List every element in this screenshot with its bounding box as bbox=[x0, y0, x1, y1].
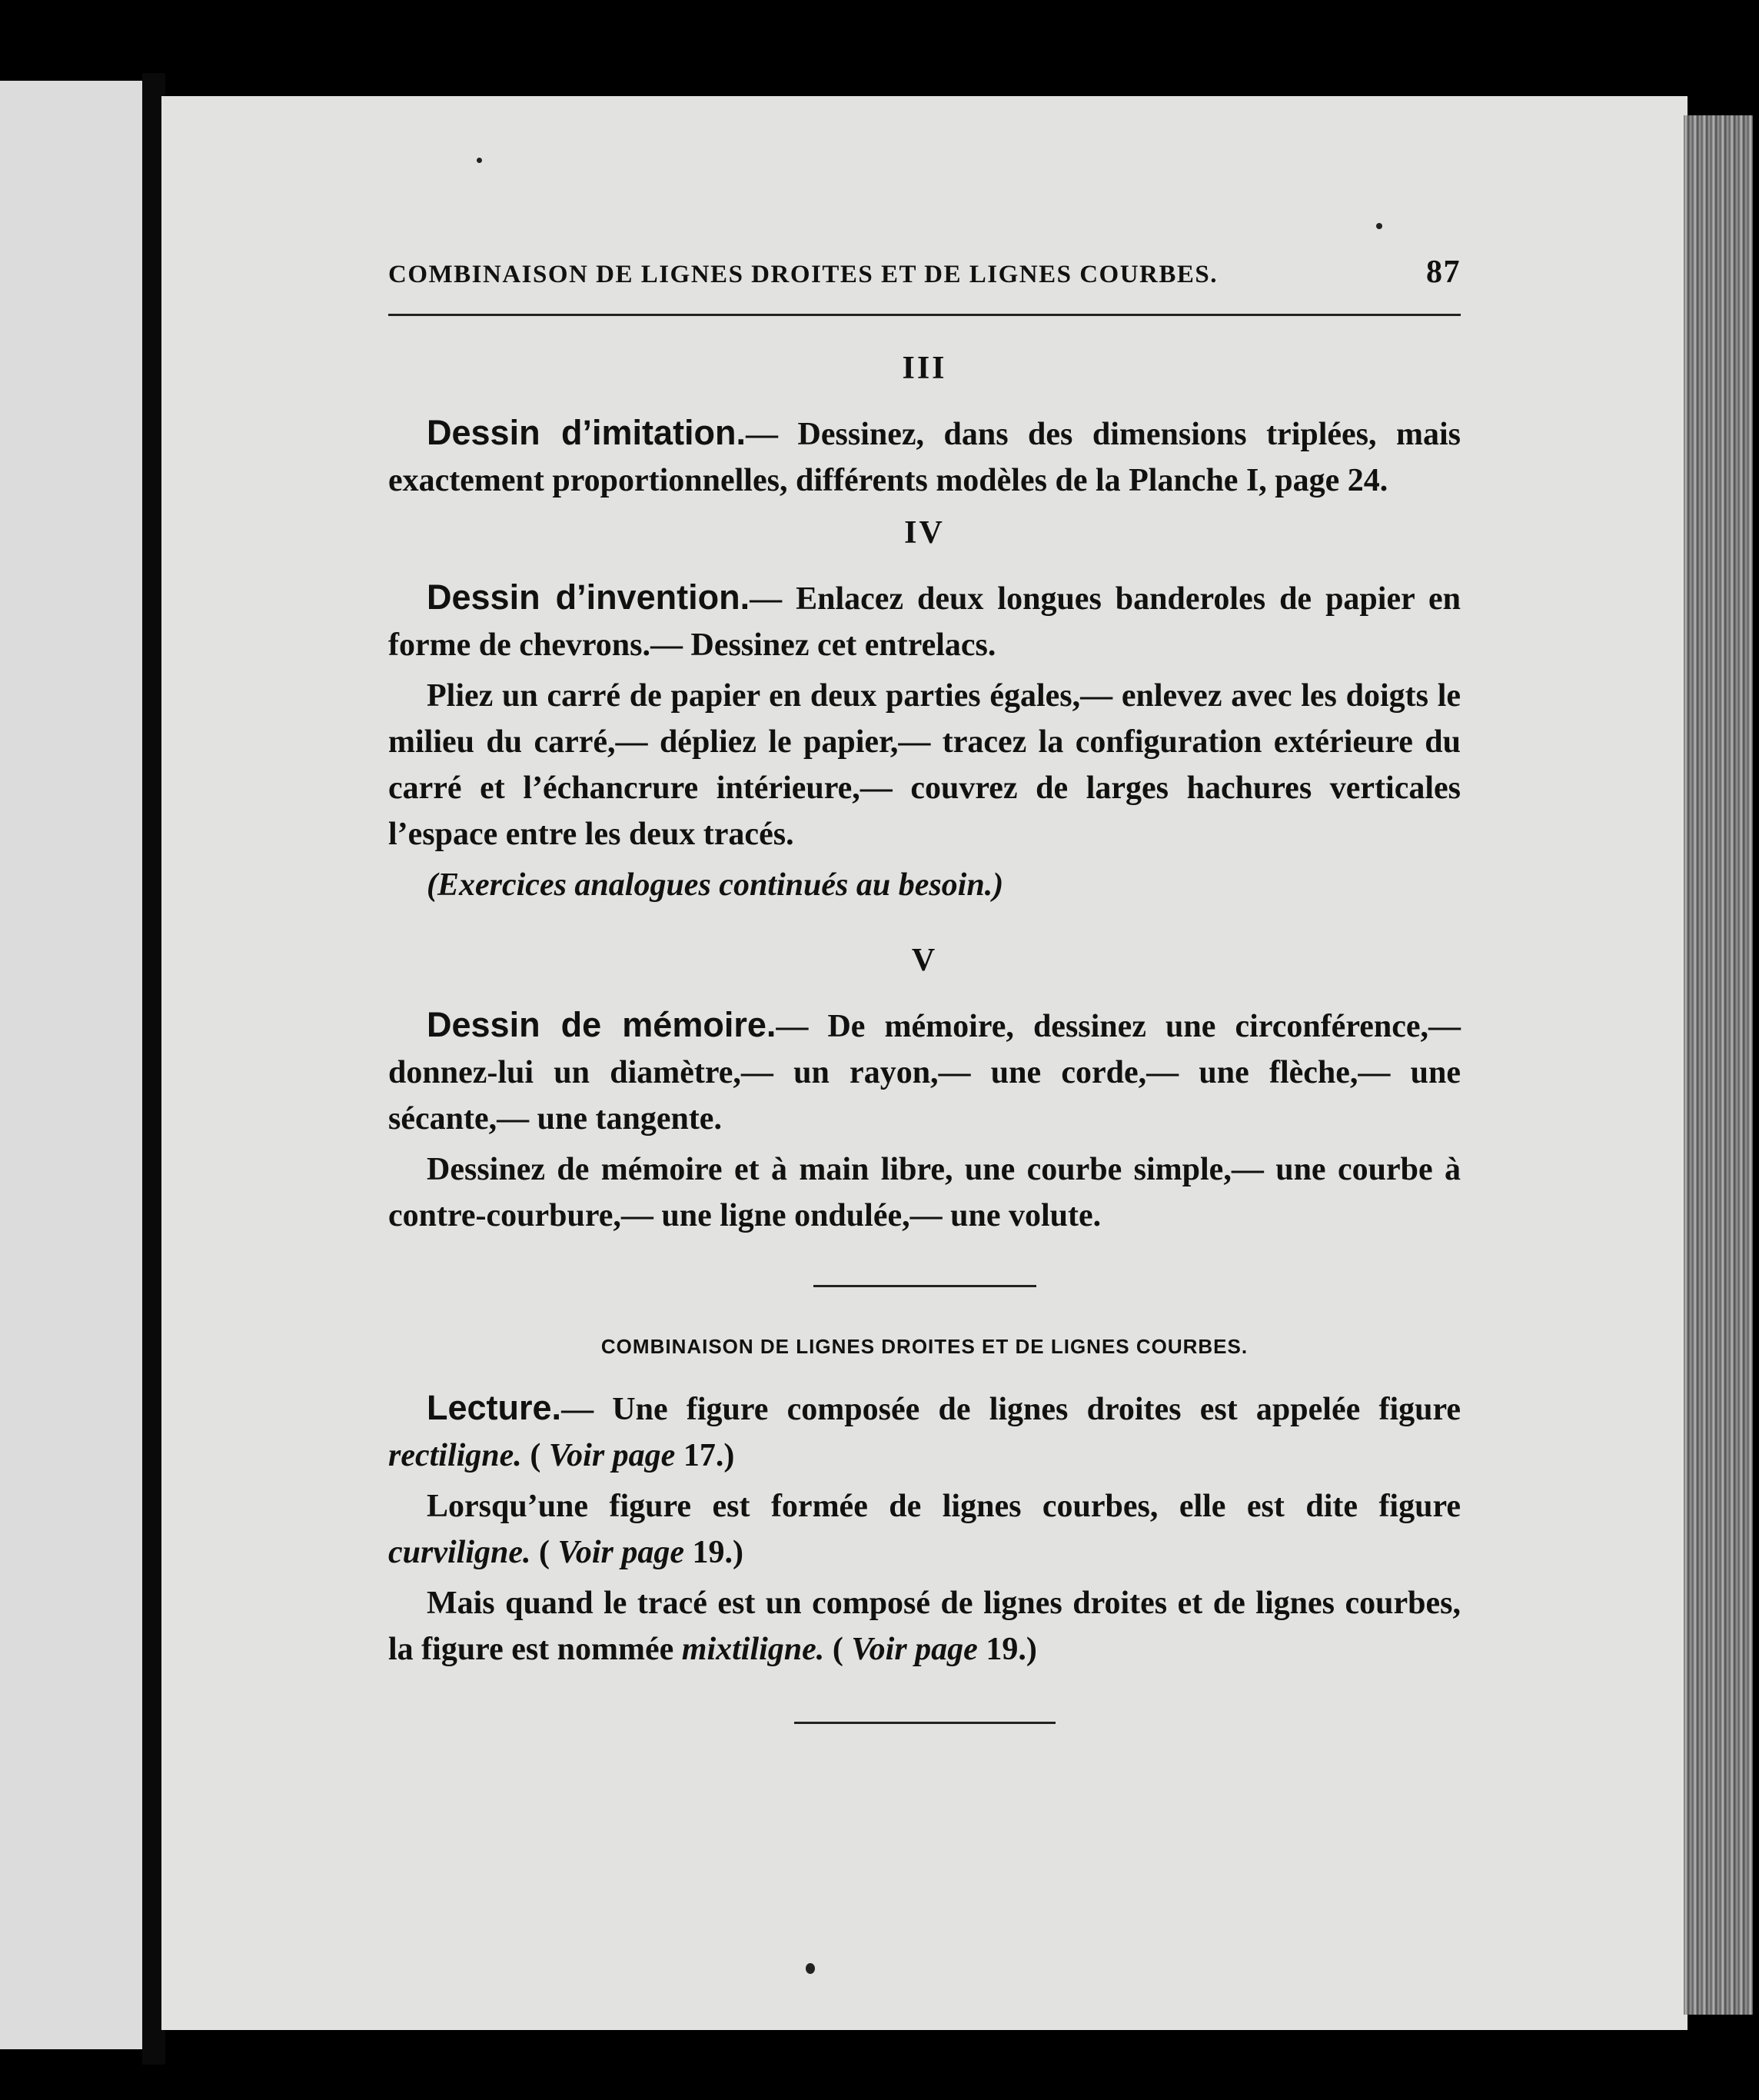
running-head bbox=[388, 254, 1461, 291]
ref-open: ( bbox=[824, 1632, 852, 1667]
speck bbox=[477, 158, 482, 163]
ref-open: ( bbox=[530, 1535, 558, 1570]
paragraph-lead: Dessin d’invention. bbox=[427, 577, 750, 617]
paragraph bbox=[388, 1580, 1461, 1672]
facing-page-edge bbox=[0, 81, 146, 2049]
paragraph-text: — Une figure composée de lignes droites est appelée figure bbox=[561, 1392, 1461, 1427]
speck bbox=[1376, 223, 1382, 229]
ref-num: 17.) bbox=[675, 1438, 735, 1473]
section-divider bbox=[813, 1285, 1036, 1287]
page-content bbox=[388, 254, 1461, 1772]
running-head-title: COMBINAISON DE LIGNES DROITES ET DE LIGNES COURBES. bbox=[388, 261, 1218, 288]
paragraph: Pliez un carré de papier en deux parties égales,— enlevez avec les doigts le milieu du carré,— dépliez le papier,— tracez la configuration extérieure du carré et l’échancrure intérieure,— couvrez de larges hachures verticales l’espace entre les deux tracés. bbox=[388, 678, 1461, 852]
italic-note: (Exercices analogues continués au besoin.) bbox=[427, 867, 1004, 903]
paragraph-lead: Lecture. bbox=[427, 1388, 562, 1427]
paragraph bbox=[388, 1483, 1461, 1576]
paragraph-lead: Dessin de mémoire. bbox=[427, 1005, 776, 1044]
ref-voir: Voir page bbox=[557, 1535, 685, 1570]
paragraph: Dessinez de mémoire et à main libre, une courbe simple,— une courbe à contre-courbure,— une ligne ondulée,— une volute. bbox=[388, 1152, 1461, 1233]
paragraph bbox=[388, 574, 1461, 668]
paragraph-lead: Dessin d’imitation. bbox=[427, 413, 746, 452]
paragraph-text: — Dessinez, dans des dimensions triplées, mais exactement proportionnelles, différents modèles de la Planche I, page 24. bbox=[388, 417, 1461, 498]
subsection-title: COMBINAISON DE LIGNES DROITES ET DE LIGNES COURBES. bbox=[600, 1335, 1249, 1358]
page-stack-edge bbox=[1684, 115, 1753, 2015]
paragraph bbox=[388, 1385, 1461, 1479]
paragraph-text: — Enlacez deux longues banderoles de papier en forme de chevrons.— Dessinez cet entrelacs. bbox=[388, 581, 1461, 663]
paragraph-text: Mais quand le tracé est un composé de lignes droites et de lignes courbes, la figure est nommée bbox=[388, 1586, 1461, 1667]
term: mixtiligne. bbox=[681, 1632, 825, 1667]
ref-voir: Voir page bbox=[548, 1438, 676, 1473]
end-divider bbox=[794, 1722, 1056, 1724]
section-number: IV bbox=[904, 515, 945, 551]
ref-num: 19.) bbox=[977, 1632, 1037, 1667]
ref-open: ( bbox=[521, 1438, 549, 1473]
paragraph-text: Lorsqu’une figure est formée de lignes courbes, elle est dite figure bbox=[427, 1489, 1461, 1524]
paragraph bbox=[388, 862, 1461, 908]
ref-num: 19.) bbox=[684, 1535, 744, 1570]
paragraph bbox=[388, 1002, 1461, 1142]
ref-voir: Voir page bbox=[851, 1632, 978, 1667]
term: rectiligne. bbox=[388, 1438, 522, 1473]
page-number: 87 bbox=[1426, 255, 1461, 290]
header-rule bbox=[388, 314, 1461, 316]
speck bbox=[806, 1963, 815, 1974]
term: curviligne. bbox=[388, 1535, 531, 1570]
paragraph bbox=[388, 410, 1461, 504]
section-number: III bbox=[902, 351, 947, 386]
section-number: V bbox=[911, 943, 938, 978]
paragraph-text: — De mémoire, dessinez une circonférence,— donnez-lui un diamètre,— un rayon,— une corde,— une flèche,— une sécante,— une tangente. bbox=[388, 1009, 1461, 1137]
